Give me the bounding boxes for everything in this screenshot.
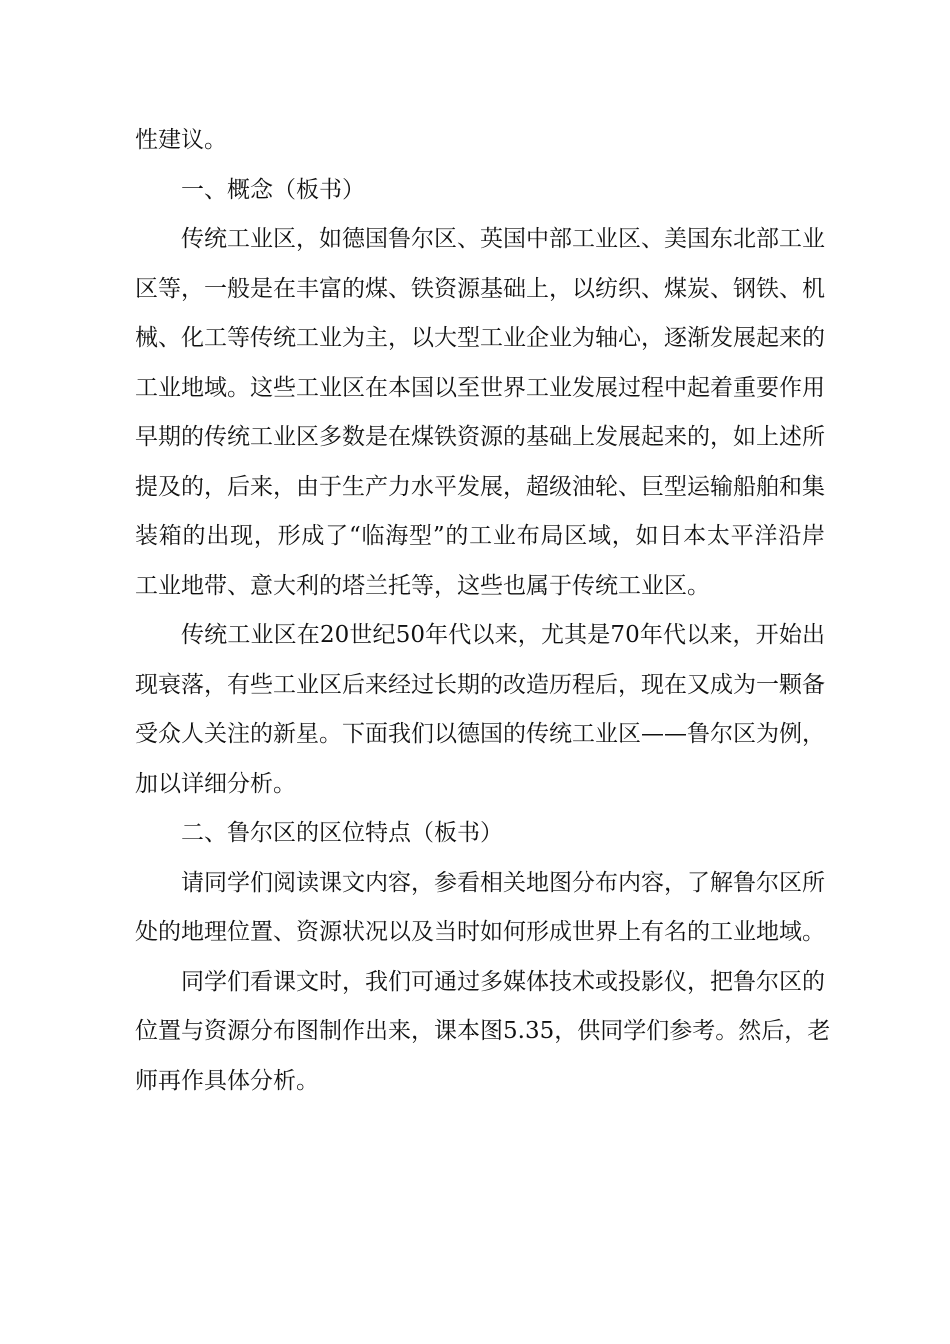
section-heading-concept	[135, 166, 825, 216]
paragraph-continuation	[135, 116, 825, 166]
paragraph-reading-task	[135, 859, 825, 958]
text-line: 械、化工等传统工业为主，以大型工业企业为轴心，逐渐发展起来的	[135, 325, 825, 351]
text-line: 装箱的出现，形成了“临海型”的工业布局区域，如日本太平洋沿岸	[135, 523, 825, 549]
text-line: 二、鲁尔区的区位特点（板书）	[181, 820, 503, 846]
text-line: 位置与资源分布图制作出来，课本图5.35，供同学们参考。然后，老	[135, 1018, 831, 1044]
text-line: 早期的传统工业区多数是在煤铁资源的基础上发展起来的，如上述所	[135, 424, 825, 450]
text-line: 一、概念（板书）	[181, 176, 365, 203]
text-line: 工业地带、意大利的塔兰托等，这些也属于传统工业区。	[135, 572, 710, 599]
paragraph-multimedia	[135, 958, 831, 1107]
text-line: 工业地域。这些工业区在本国以至世界工业发展过程中起着重要作用	[135, 374, 825, 401]
section-heading-ruhr-location	[135, 809, 825, 859]
text-line: 处的地理位置、资源状况以及当时如何形成世界上有名的工业地域。	[135, 919, 825, 945]
text-line: 同学们看课文时，我们可通过多媒体技术或投影仪，把鲁尔区的	[181, 968, 825, 995]
text-line: 加以详细分析。	[135, 770, 296, 797]
text-line: 请同学们阅读课文内容，参看相关地图分布内容，了解鲁尔区所	[181, 869, 825, 896]
text-line: 性建议。	[135, 127, 227, 153]
paragraph-decline	[135, 611, 825, 809]
text-line: 区等，一般是在丰富的煤、铁资源基础上，以纺织、煤炭、钢铁、机	[135, 275, 825, 302]
text-line: 传统工业区在20世纪50年代以来，尤其是70年代以来，开始出	[181, 622, 825, 648]
paragraph-traditional-industrial-areas	[135, 215, 825, 611]
text-line: 传统工业区，如德国鲁尔区、英国中部工业区、美国东北部工业	[181, 226, 825, 252]
text-line: 受众人关注的新星。下面我们以德国的传统工业区——鲁尔区为例，	[135, 721, 825, 747]
text-line: 提及的，后来，由于生产力水平发展，超级油轮、巨型运输船舶和集	[135, 473, 825, 500]
text-line: 师再作具体分析。	[135, 1067, 319, 1094]
text-line: 现衰落，有些工业区后来经过长期的改造历程后，现在又成为一颗备	[135, 671, 825, 698]
document-body	[135, 116, 831, 1106]
